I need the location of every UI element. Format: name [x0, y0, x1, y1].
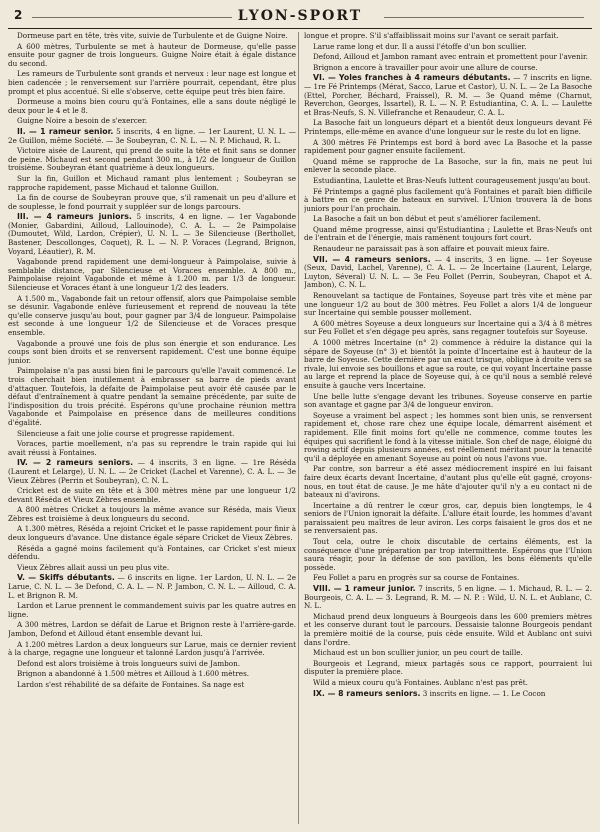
body-paragraph: Les rameurs de Turbulente sont grands et nerveux : leur nage est longue et bien cadencée ; le renversement sur l'arrière pourrait, cependant, être plus prompt et plus accentué. Si elle s'observe, cette équipe peut très bien faire.	[8, 69, 296, 96]
body-paragraph: Réséda a gagné moins facilement qu'à Fontaines, car Cricket s'est mieux défendu.	[8, 543, 296, 562]
body-paragraph: Wild a mieux couru qu'à Fontaines. Aublanc n'est pas prêt.	[313, 677, 528, 687]
body-paragraph: Voraces, partie moellement, n'a pas su reprendre le train rapide qui lui avait réussi à Fontaines.	[8, 439, 296, 457]
section-results: — 4 inscrits, 3 en ligne. — 1re Réséda (Laurent et Lelarge), U. N. L. — 2e Cricket (Lachel et Varenne), C. A. L. — 3e Vieux Zèbres (Perrin et Soubeyran), C. N. L.	[8, 458, 296, 485]
body-paragraph: Paimpolaise n'a pas aussi bien fini le parcours qu'elle l'avait commencé. Le trois cherchait bien inutilement à embrasser sa barre de pieds avant d'attaquer. Toutefois, la défaite de Paimpolaise peut avoir été causée par le défaut d'entraînement à quatre pendant la semaine précédente, par suite de l'indisposition du trois précité. Espérons qu'une prochaine réunion mettra Vagabonde et Paimpolaise en présence dans de meilleures conditions d'égalité.	[8, 366, 296, 427]
body-paragraph: Incertaine a dû rentrer le cœur gros, car, depuis bien longtemps, le 4 seniors de l'Union ignorait la défaite. L'allure était lourde, les hommes d'avant paraissaient peu maîtres de leur aviron. Les corps faisaient le gros dos et ne se renversaient pas.	[304, 500, 592, 536]
section-heading	[8, 213, 296, 256]
section-title: IX. — 8 rameurs seniors.	[313, 688, 421, 698]
body-paragraph: A 1.300 mètres, Réséda a rejoint Cricket et le passe rapidement pour finir à deux longueurs d'avance. Une distance égale sépare Cricket de Vieux Zèbres.	[8, 524, 296, 543]
body-paragraph: Vagabonde prend rapidement une demi-longueur à Paimpolaise, suivie à semblable distance, par Silencieuse et Voraces ensemble. A 800 m., Paimpolaise rejoint Vagabonde et même à 1.200 m. par 1/3 de longueur. Silencieuse et Voraces étant à une longueur 1/2 des leaders.	[8, 257, 296, 293]
body-paragraph: Vieux Zèbres allait aussi un peu plus vite.	[17, 562, 170, 572]
body-paragraph: Une belle lutte s'engage devant les tribunes. Soyeuse conserve en partie son avantage et gagne par 3/4 de longueur environ.	[304, 391, 592, 410]
body-paragraph: Cricket est de suite en tête et à 300 mètres mène par une longueur 1/2 devant Réséda et Vieux Zèbres ensemble.	[8, 486, 296, 504]
body-paragraph: A 600 mètres Soyeuse a deux longueurs sur Incertaine qui a 3/4 à 8 mètres sur Feu Follet et s'en dégage peu après, sans regagner toutefois sur Soyeuse.	[304, 318, 592, 337]
body-paragraph: A 1.200 mètres Lardon a deux longueurs sur Larue, mais ce dernier revient à la charge, regagne une longueur et talonné Lardon jusqu'à l'arrivée.	[8, 639, 296, 658]
section-heading	[304, 74, 592, 117]
body-paragraph: Renouvelant sa tactique de Fontaines, Soyeuse part très vite et mène par une longueur 1/2 au bout de 300 mètres. Feu Follet a alors 1/4 de longueur sur Incertaine qui semble pousser mollement.	[304, 291, 592, 318]
masthead-title: LYON-SPORT	[237, 8, 363, 24]
section-results: — 7 inscrits en ligne. — 1re Fé Printemps (Mérat, Sacco, Larue et Castor), U. N. L. — 2e La Basoche (Ettel, Porcher, Béchard, Fraissel), R. M. — 3e Quand même (Charnut, Reverchon, Georges, Issartel), R. L. — N. P. Estudiantina, C. A. L. — Laulette et Bras-Neufs, S. N. Villefranche et Renaudeur, C. A. L.	[304, 73, 592, 117]
body-paragraph: Vagabonde a prouvé une fois de plus son énergie et son endurance. Les coups sont bien droits et se renversent rapidement. C'est une bonne équipe junior.	[8, 338, 296, 365]
section-heading	[304, 690, 592, 699]
body-paragraph: Tout cela, outre le choix discutable de certains éléments, est la conséquence d'une préparation par trop intermittente. Espérons que l'Union saura réagir, pour la défense de son pavillon, les bons éléments qu'elle possède.	[304, 537, 592, 572]
body-paragraph: La Basoche a fait un bon début et peut s'améliorer facilement.	[313, 214, 541, 224]
section-title: VIII. — 1 rameur junior.	[313, 584, 416, 594]
section-title: III. — 4 rameurs juniors.	[17, 212, 132, 222]
section-title: VI. — Yoles franches à 4 rameurs débutants.	[313, 73, 511, 83]
body-paragraph: Larue rame long et dur. Il a aussi l'étoffe d'un bon scullier.	[313, 41, 527, 51]
body-paragraph: Victoire aisée de Laurent, qui prend de suite la tête et finit sans se donner de peine. Michaud est second pendant 300 m., à 1/2 de longueur de Guillon troisième. Soubeyran étant quatrième à deux longueurs.	[8, 146, 296, 173]
body-paragraph: A 1000 mètres Incertaine (n° 2) commence à réduire la distance qui la sépare de Soyeuse (n° 3) et bientôt la pointe d'Incertaine est à hauteur de la barre de Soyeuse. Cette dernière par un exact trisque, oblique à droite vers sa rivale, lui envoie ses bouillons et ague sa route, ce qui voyant Incertaine passe au large et reprend la place de Soyeuse qui, à ce qu'il nous a semblé relevé ensuite à gauche vers Incertaine.	[304, 338, 592, 390]
body-paragraph: A 300 mètres Fé Printemps est bord à bord avec La Basoche et la passe rapidement pour gagner ensuite facilement.	[304, 137, 592, 156]
body-paragraph: Brignon a encore à travailler pour avoir une allure de course.	[313, 62, 538, 72]
body-paragraph: A 600 mètres, Turbulente se met à hauteur de Dormeuse, qu'elle passe ensuite pour gagner de trois longueurs. Guigne Noire était à égale distance du second.	[8, 41, 296, 68]
section-results: 3 inscrits en ligne. — 1. Le Cocon	[420, 688, 546, 698]
body-paragraph: Brignon a abandonné à 1.500 mètres et Ailloud à 1.600 mètres.	[17, 669, 250, 679]
body-paragraph: Silencieuse a fait une jolie course et progresse rapidement.	[17, 428, 235, 438]
page-header	[8, 8, 592, 29]
body-paragraph: Feu Follet a paru en progrès sur sa course de Fontaines.	[313, 573, 520, 583]
section-title: IV. — 2 rameurs seniors.	[17, 458, 134, 468]
section-heading	[8, 574, 296, 600]
body-paragraph: Dormeuse part en tête, très vite, suivie de Turbulente et de Guigne Noire.	[17, 32, 288, 40]
body-paragraph: Lardon s'est réhabilité de sa défaite de Fontaines. Sa nage est	[17, 679, 245, 689]
section-heading	[8, 128, 296, 145]
body-paragraph: Dormeuse a moins bien couru qu'à Fontaines, elle a sans doute négligé le deux pour le 4 et le 8.	[8, 97, 296, 115]
body-paragraph: A 800 mètres Cricket a toujours la même avance sur Réséda, mais Vieux Zèbres est troisième à deux longueurs du second.	[8, 505, 296, 523]
body-paragraph: Soyeuse a vraiment bel aspect ; les hommes sont bien unis, se renversent rapidement et, chose rare chez une équipe locale, démarrent aisément et rapidement. Elle finit moins fort qu'elle ne commence, comme toutes les équipes qui sacrifient le fond à la vitesse initiale. Son chef de nage, éloigné du rowing actif depuis plusieurs années, est réellement méritant pour la tenacité qu'il a déployée en amenant Soyeuse au point où nous l'avons vue.	[304, 410, 592, 463]
page-number: 2	[14, 8, 23, 22]
section-results: 5 inscrits, 4 en ligne. — 1er Vagabonde (Monier, Gabardini, Ailloud, Lallouinode), C. A. L. — 2e Paimpolaise (Dumoutet, Wild, Lardon, Crépier), U. N. L. — 3e Silencieuse (Berthollet, Bastener, Descollonges, Coquet), R. L. — N. P. Voraces (Legrand, Brignon, Voyard, Léautier), R. M.	[8, 212, 296, 256]
body-paragraph: longue et propre. S'il s'affaiblissait moins sur l'avant ce serait parfait.	[304, 32, 559, 40]
right-column	[304, 32, 592, 824]
body-paragraph: Fé Printemps a gagné plus facilement qu'à Fontaines et paraît bien difficile à battre en ce genre de bateaux en survivel. L'Union trouvera là de bons juniors pour l'an prochain.	[304, 186, 592, 213]
section-heading	[8, 459, 296, 485]
body-paragraph: Renaudeur ne paraissait pas à son affaire et pouvait mieux faire.	[313, 244, 550, 254]
body-paragraph: Quand même se rapproche de La Basoche, sur la fin, mais ne peut lui enlever la seconde place.	[304, 156, 592, 175]
section-title: VII. — 4 rameurs seniors.	[313, 254, 431, 264]
body-paragraph: Sur la fin, Guillon et Michaud ramant plus lentement ; Soubeyran se rapproche rapidement, passe Michaud et talonne Guillon.	[8, 173, 296, 192]
header-rule-right	[384, 17, 584, 18]
body-paragraph: Estudiantina, Laulette et Bras-Neufs luttent courageusement jusqu'au bout.	[313, 175, 591, 185]
body-paragraph: Quand même progresse, ainsi qu'Estudiantina ; Laulette et Bras-Neufs ont de l'entrain et de l'énergie, mais ramènent toujours fort court.	[304, 224, 592, 243]
left-column	[8, 32, 296, 824]
body-paragraph: A 300 mètres, Lardon se défait de Larue et Brignon reste à l'arrière-garde. Jambon, Defond et Ailloud étant ensemble devant lui.	[8, 620, 296, 638]
body-paragraph: Michaud est un bon scullier junior, un peu court de taille.	[313, 648, 523, 658]
body-paragraph: A 1.500 m., Vagabonde fait un retour offensif, alors que Paimpolaise semble se désunir. Vagabonde enlève furieusement et reprend de nouveau la tête qu'elle conserve jusqu'au bout, pour gagner par 3/4 de longueur. Paimpolaise est seconde à une longueur 1/2 de Silencieuse et de Voraces presque ensemble.	[8, 293, 296, 337]
section-title: V. — Skiffs débutants.	[17, 573, 115, 583]
section-title: II. — 1 rameur senior.	[17, 126, 114, 136]
section-heading	[304, 256, 592, 290]
body-paragraph: La fin de course de Soubeyran prouve que, s'il ramenait un peu d'allure et de souplesse, le fond pourrait y suppléer sur de longs parcours.	[8, 193, 296, 211]
section-heading	[304, 585, 592, 611]
body-paragraph: Lardon et Larue prennent le commandement suivis par les quatre autres en ligne.	[8, 601, 296, 619]
body-paragraph: Par contre, son barreur a été assez médiocrement inspiré en lui faisant faire deux écarts devant Incertaine, d'autant plus qu'elle eût gagné, croyons-nous, en tout état de cause. Je me hâte d'ajouter qu'il n'y a eu contact ni de bateaux ni d'avirons.	[304, 464, 592, 500]
section-results: 5 inscrits, 4 en ligne. — 1er Laurent, U. N. L. — 2e Guillon, même Société. — 3e Soubeyran, C. N. L. — N. P. Michaud, R. L.	[8, 126, 296, 145]
body-paragraph: Bourgeois et Legrand, mieux partagés sous ce rapport, pourraient lui disputer la première place.	[304, 658, 592, 677]
section-results: 7 inscrits, 5 en ligne. — 1. Michaud, R. L. — 2. Bourgeois, C. A. L. — 3. Legrand, R. M. — N. P. : Wild, U. N. L. et Aublanc, C. N. L.	[304, 584, 592, 611]
body-paragraph: Defond, Ailloud et Jambon ramant avec entrain et promettent pour l'avenir.	[313, 52, 588, 62]
body-paragraph: Guigne Noire a besoin de s'exercer.	[17, 116, 147, 126]
column-divider	[298, 32, 299, 824]
section-results: — 4 inscrits, 3 en ligne. — 1er Soyeuse (Seux, David, Lachel, Varenne), C. A. L. — 2e Incertaine (Laurent, Lelarge, Luyton, Séveral) U. N. L. — 3e Feu Follet (Perrin, Soubeyran, Chapot et A. Jambon), C. N. L.	[304, 254, 592, 290]
section-results: — 6 inscrits en ligne. 1er Lardon, U. N. L. — 2e Larue, C. N. L. — 3e Defond, C. A. L. — N. P. Jambon, C. N. L. — Ailloud, C. A. L. et Brignon R. M.	[8, 573, 296, 600]
body-paragraph: La Basoche fait un longueurs départ et a bientôt deux longueurs devant Fé Printemps, elle-même en avance d'une longueur sur le reste du lot en ligne.	[304, 118, 592, 136]
body-paragraph: Michaud prend deux longueurs à Bourgeois dans les 600 premiers mètres et les conserve durant tout le parcours. Dessaisie talonne Bourgeois pendant la première moitié de la course, puis cède ensuite. Wild et Aublanc ont suivi dans l'ordre.	[304, 611, 592, 647]
body-paragraph: Defond est alors troisième à trois longueurs suivi de Jambon.	[17, 658, 240, 668]
